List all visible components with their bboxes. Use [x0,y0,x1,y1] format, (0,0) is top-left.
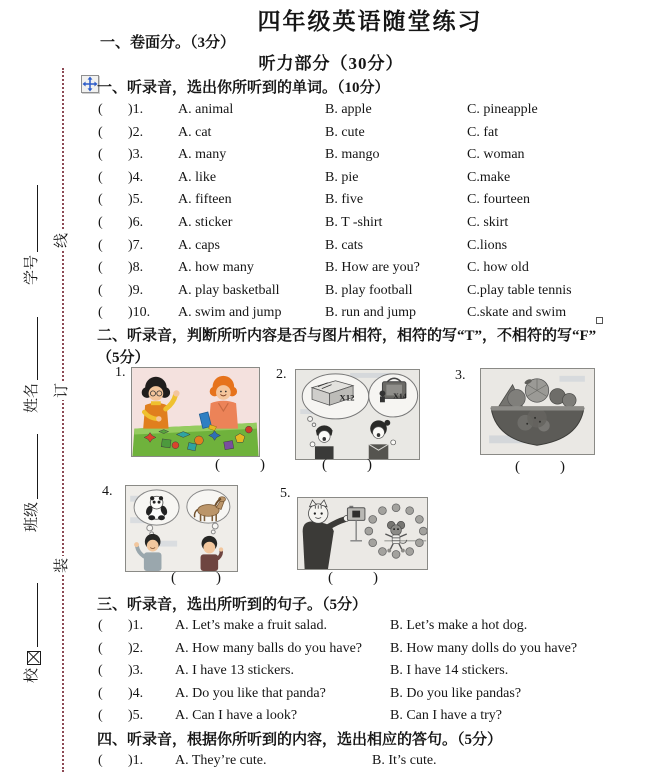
answer-bracket: ( [98,685,103,701]
option-a: A. I have 13 stickers. [175,663,294,679]
part3-rows [98,615,658,728]
item-number: )3. [128,147,144,163]
answer-bracket: ( [98,192,103,208]
option-a: A. how many [178,260,254,276]
option-a: A. swim and jump [178,305,282,321]
panda-horse-icon [126,486,237,571]
answer-bracket: ( [98,305,103,321]
option-a: A. cat [178,124,212,140]
answer-bracket: ( [98,147,103,163]
fruit-bowl-icon [481,369,594,454]
option-a: A. They’re cute. [175,753,267,768]
option-a: A. caps [178,237,220,253]
picture-1-answer-bracket: ( ) [215,457,265,473]
option-c: C.lions [467,237,508,253]
picture-3-number: 3. [455,368,466,383]
option-b: B. mango [325,147,380,163]
sentence-choice-row-2 [98,638,658,661]
answer-bracket: ( [98,282,103,298]
binding-line-char-ding: 订 [54,383,70,399]
fill-in-line [37,185,38,252]
picture-4-number: 4. [102,484,113,499]
picture-3-illustration [480,368,595,455]
word-choice-row-5 [98,189,658,212]
option-b: B. Let’s make a hot dog. [390,618,528,633]
option-b: B. run and jump [325,305,416,321]
picture-4-answer-bracket: ( ) [171,570,221,586]
student-number-label: 学号 [24,254,40,285]
picture-1-illustration [131,367,260,457]
option-b: B. play football [325,282,413,298]
picture-2-number: 2. [276,367,287,382]
item-number: )1. [128,753,144,768]
option-a: A. How many balls do you have? [175,640,363,656]
fill-in-line [37,583,38,647]
word-choice-row-9 [98,280,658,303]
option-a: A. fifteen [178,192,232,208]
option-a: A. like [178,169,217,185]
binding-line-char-zhuang: 装 [54,558,70,574]
word-choice-row-6 [98,212,658,235]
option-b: B. It’s cute. [372,753,437,768]
option-a: A. Do you like that panda? [175,685,326,701]
item-number: )3. [128,663,144,679]
fill-in-line [37,317,38,380]
item-number: )5. [128,708,144,724]
answer-bracket: ( [98,214,103,230]
four-way-arrow-icon [82,76,98,92]
picture-5-answer-bracket: ( ) [328,570,378,586]
item-number: )4. [128,685,144,701]
answer-bracket: ( [98,102,103,117]
class-field [23,434,41,532]
answer-bracket: ( [98,618,103,633]
cat-camera-mouse-icon [298,498,427,569]
option-b: B. Can I have a try? [390,708,502,724]
item-number: )4. [128,169,144,185]
option-b: B. cute [325,124,365,140]
option-b: B. How are you? [325,260,420,276]
option-c: C.play table tennis [467,282,572,298]
part2-header-line1: 二、听录音，判断所听内容是否与图片相符，相符的写“T”，不相符的写“F” [97,328,597,344]
item-number: )5. [128,192,144,208]
option-a: A. Let’s make a fruit salad. [175,618,328,633]
word-choice-row-7 [98,235,658,258]
answer-bracket: ( [98,124,103,140]
word-choice-row-4 [98,167,658,190]
part3-header: 三、听录音，选出所听到的句子。（5分） [97,597,368,613]
item-number: )2. [128,124,144,140]
option-b: B. How many dolls do you have? [390,640,578,656]
answer-bracket: ( [98,237,103,253]
option-c: C.skate and swim [467,305,567,321]
name-field [23,317,41,413]
picture-5-illustration [297,497,428,570]
option-c: C. fat [467,124,499,140]
answer-choice-row-1 [98,750,658,773]
picture-3-answer-bracket: ( ) [515,459,565,475]
pencil-box-count-right: X14 [393,391,407,401]
picture-1-number: 1. [115,365,126,380]
sticker-table-icon [132,368,259,456]
option-b: B. T -shirt [325,214,383,230]
answer-bracket: ( [98,753,103,768]
item-number: )1. [128,102,144,117]
option-a: A. animal [178,102,234,117]
answer-bracket: ( [98,708,103,724]
word-choice-row-2 [98,122,658,145]
name-label: 姓名 [24,382,40,413]
answer-bracket: ( [98,640,103,656]
anchor-square-icon [596,317,603,324]
fill-in-line [37,434,38,499]
campus-field [23,583,41,683]
binding-dotted-line [62,68,64,772]
paper-score-line: 一、卷面分。（3分） [100,35,236,51]
option-b: B. pie [325,169,359,185]
option-b: B. Do you like pandas? [390,685,522,701]
item-number: )10. [128,305,151,321]
option-a: A. sticker [178,214,233,230]
sentence-choice-row-3 [98,660,658,683]
picture-5-number: 5. [280,486,291,501]
item-number: )9. [128,282,144,298]
campus-label: 校 [24,667,40,683]
word-choice-row-10 [98,302,658,325]
part4-rows [98,750,658,773]
option-b: B. cats [325,237,364,253]
sentence-choice-row-4 [98,683,658,706]
picture-2-illustration [295,369,420,460]
item-number: )8. [128,260,144,276]
picture-4-illustration [125,485,238,572]
option-c: C. woman [467,147,525,163]
option-a: A. play basketball [178,282,280,298]
item-number: )6. [128,214,144,230]
option-a: A. Can I have a look? [175,708,298,724]
answer-bracket: ( [98,663,103,679]
part4-header: 四、听录音，根据你所听到的内容，选出相应的答句。（5分） [97,732,503,748]
part1-header: 一、听录音，选出你所听到的单词。（10分） [97,80,390,96]
student-number-field [23,185,41,285]
sentence-choice-row-5 [98,705,658,728]
option-b: B. apple [325,102,372,117]
answer-bracket: ( [98,260,103,276]
exam-title: 四年级英语随堂练习 [257,9,483,34]
listening-section-title: 听力部分（30分） [258,54,404,73]
option-b: B. five [325,192,364,208]
part2-header-line2: （5分） [97,350,150,366]
sentence-choice-row-1 [98,615,658,638]
option-c: C.make [467,169,511,185]
binding-line-char-xian: 线 [54,233,70,249]
option-c: C. how old [467,260,529,276]
word-choice-row-3 [98,144,658,167]
item-number: )2. [128,640,144,656]
picture-2-answer-bracket: ( ) [322,457,372,473]
word-choice-row-1 [98,99,658,122]
item-number: )7. [128,237,144,253]
answer-bracket: ( [98,169,103,185]
option-c: C. fourteen [467,192,530,208]
pencil-box-icon [296,370,419,459]
class-label: 班级 [24,501,40,532]
option-a: A. many [178,147,227,163]
word-choice-row-8 [98,257,658,280]
part1-rows [98,99,658,325]
missing-glyph-box-icon [27,651,41,665]
item-number: )1. [128,618,144,633]
pencil-box-count-left: X12 [339,392,355,403]
option-c: C. skirt [467,214,509,230]
option-b: B. I have 14 stickers. [390,663,509,679]
option-c: C. pineapple [467,102,538,117]
